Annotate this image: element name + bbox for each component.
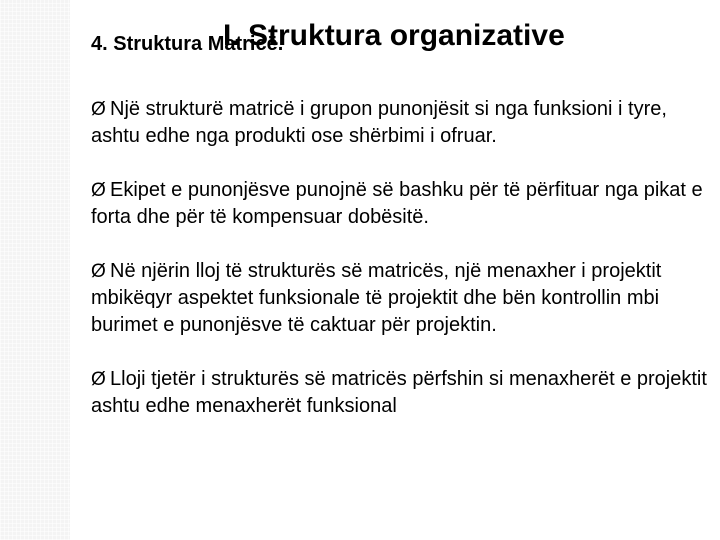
bullet-item <box>91 96 707 150</box>
arrow-bullet-icon: Ø <box>91 261 106 282</box>
bullet-text: Ekipet e punonjësve punojnë së bashku për të përfituar nga pikat e forta dhe për të kompensuar dobësitë. <box>91 179 703 228</box>
arrow-bullet-icon: Ø <box>91 369 106 390</box>
arrow-bullet-icon: Ø <box>91 180 106 201</box>
bullet-item <box>91 366 707 420</box>
bullet-item <box>91 258 707 339</box>
arrow-bullet-icon: Ø <box>91 99 106 120</box>
bullet-text: Lloji tjetër i strukturës së matricës përfshin si menaxherët e projektit ashtu edhe menaxherët funksional <box>91 368 707 417</box>
slide-title: I. Struktura organizative <box>223 19 565 52</box>
slide-subtitle: 4. Struktura Matricë. <box>91 33 284 55</box>
decorative-strip <box>0 0 70 540</box>
bullet-item <box>91 177 707 231</box>
bullet-text: Një strukturë matricë i grupon punonjësit si nga funksioni i tyre, ashtu edhe nga produkti ose shërbimi i ofruar. <box>91 98 667 147</box>
bullet-list <box>91 96 707 447</box>
bullet-text: Në njërin lloj të strukturës së matricës, një menaxher i projektit mbikëqyr aspektet funksionale të projektit dhe bën kontrollin mbi burimet e punonjësve të caktuar për projektin. <box>91 260 662 336</box>
